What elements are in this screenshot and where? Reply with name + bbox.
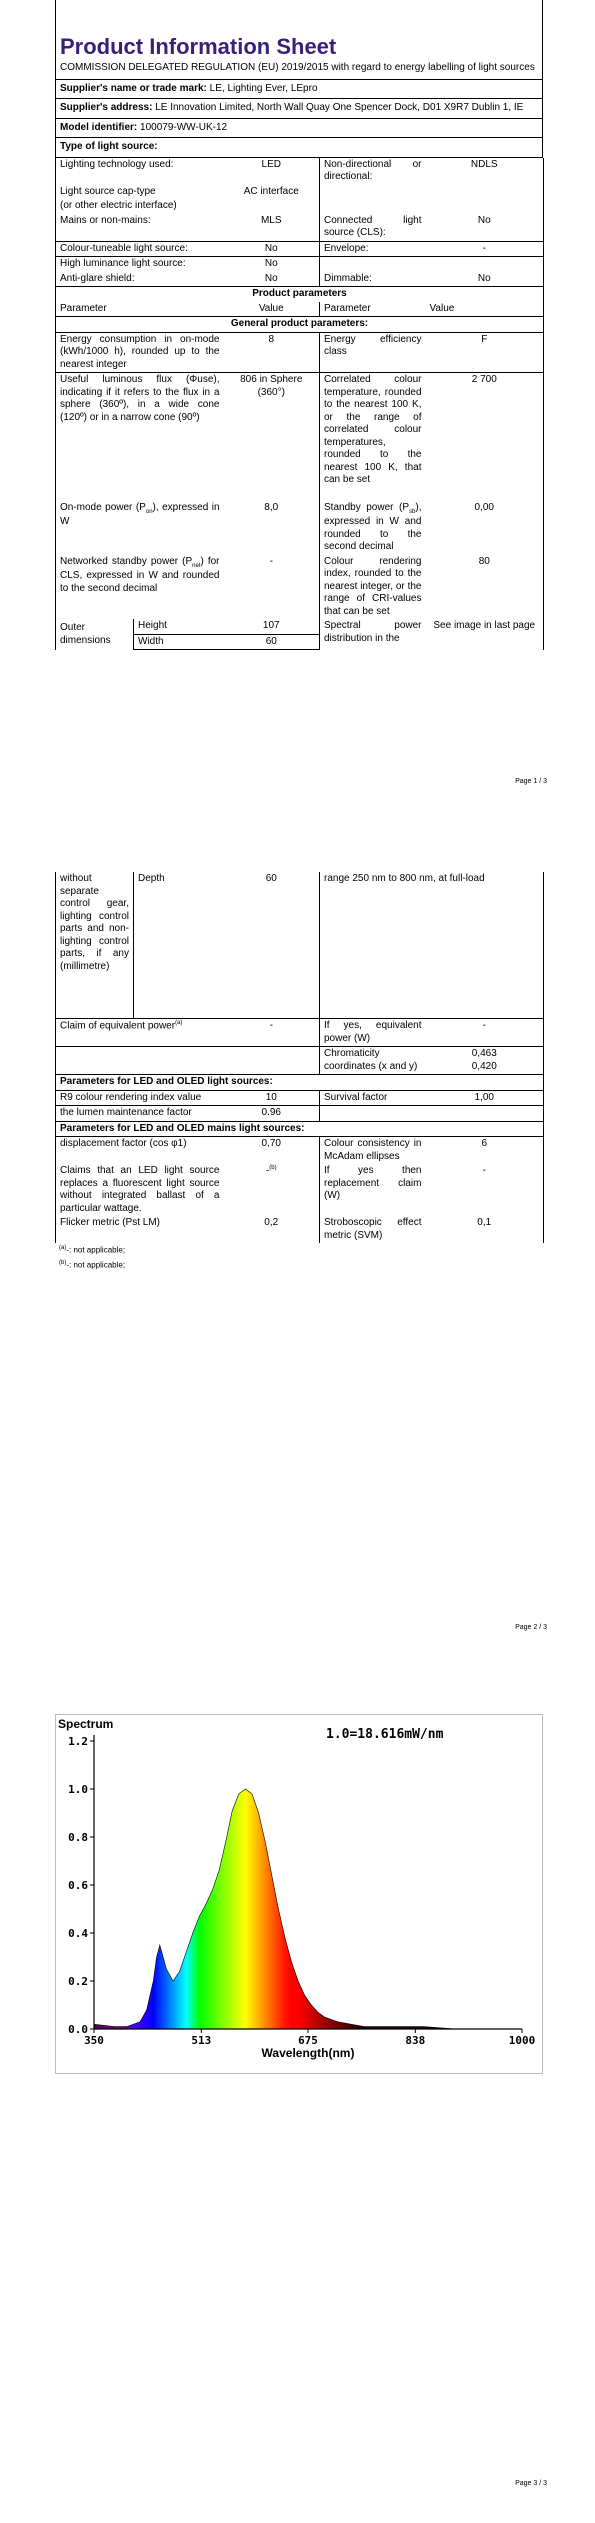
supplier-name-row bbox=[55, 79, 543, 100]
table-row bbox=[56, 302, 544, 317]
spectrum-plot bbox=[56, 1715, 542, 2073]
cell-label: Flicker metric (Pst LM) bbox=[56, 1216, 224, 1243]
y-tick-label: 0.2 bbox=[68, 1975, 88, 1988]
mains-parameters-heading: Parameters for LED and OLED mains light sources: bbox=[56, 1121, 544, 1137]
chart-title: Spectrum bbox=[58, 1717, 114, 1731]
cell-value: 1,00 bbox=[426, 1090, 544, 1106]
spectral-distribution-value: See image in last page bbox=[426, 619, 544, 650]
cell-label: Colour rendering index, rounded to the nearest integer, or the range of CRI-values that can be set bbox=[324, 555, 422, 617]
supplier-address-value: LE Innovation Limited, North Wall Quay One Spencer Dock, D01 X9R7 Dublin 1, IE bbox=[155, 102, 524, 114]
table-row bbox=[56, 199, 544, 214]
cell-label: If yes then replacement claim (W) bbox=[324, 1165, 422, 1201]
supplier-name-label: Supplier's name or trade mark: bbox=[60, 82, 207, 94]
table-row bbox=[56, 257, 544, 272]
cell-label: Colour consistency in McAdam ellipses bbox=[324, 1138, 422, 1162]
y-tick-label: 1.2 bbox=[68, 1735, 88, 1748]
cell-label: Chromaticity coordinates (x and y) bbox=[324, 1048, 418, 1072]
table-row bbox=[56, 272, 544, 287]
supplier-address-label: Supplier's address: bbox=[60, 102, 153, 114]
cell-value: 0,463 0,420 bbox=[426, 1047, 544, 1075]
cell-value: MLS bbox=[224, 214, 320, 242]
spectral-distribution-continued-label: range 250 nm to 800 nm, at full-load bbox=[320, 872, 544, 1018]
table-row bbox=[56, 317, 544, 333]
cell-label: Networked standby power $(P_{net})$ for CLS, expressed in W and rounded to the second decimal bbox=[56, 555, 224, 620]
cell-label: the lumen maintenance factor bbox=[56, 1106, 224, 1122]
cell-label: Claims that an LED light source replaces a fluorescent light source without integrated ballast of a particular wattage. bbox=[56, 1164, 224, 1216]
cell-value: 0,70 bbox=[224, 1137, 320, 1165]
spectrum-chart bbox=[55, 1714, 543, 2074]
table-row bbox=[56, 1106, 544, 1122]
footnote: $^{(a)}$-: not applicable; bbox=[59, 1245, 126, 1255]
cell-label: R9 colour rendering index value bbox=[56, 1090, 224, 1106]
page-1 bbox=[0, 0, 595, 800]
cell-value: LED bbox=[224, 158, 320, 185]
y-tick-label: 0.4 bbox=[68, 1927, 88, 1940]
cell-label: Light source cap-type bbox=[56, 185, 224, 200]
table-row bbox=[56, 1164, 544, 1216]
table-row bbox=[56, 158, 544, 185]
y-tick-label: 0.6 bbox=[68, 1879, 88, 1892]
regulation-subtitle: COMMISSION DELEGATED REGULATION (EU) 2019/2015 with regard to energy labelling of light sources bbox=[60, 62, 535, 74]
cell-value: 80 bbox=[426, 555, 544, 620]
model-identifier-label: Model identifier: bbox=[60, 121, 138, 133]
footnote: $^{(b)}$-: not applicable; bbox=[59, 1259, 126, 1270]
cell-label: Connected light source (CLS): bbox=[324, 214, 422, 239]
cell-value: 0,2 bbox=[224, 1216, 320, 1243]
outer-dimensions-label: Outer dimensions bbox=[56, 619, 134, 650]
page-3 bbox=[0, 1700, 595, 2523]
chart-annotation: 1.0=18.616mW/nm bbox=[326, 1727, 444, 1742]
cell-value: 0,1 bbox=[426, 1216, 544, 1243]
cell-label: If yes, equivalent power (W) bbox=[324, 1020, 422, 1044]
cell-value: 8 bbox=[224, 332, 320, 373]
cell-label: On-mode power $(P_{on})$, expressed in W bbox=[56, 501, 224, 555]
y-tick-label: 0.8 bbox=[68, 1831, 88, 1844]
outer-dimensions-continued-table bbox=[55, 872, 544, 1018]
cell-label: Stroboscopic effect metric (SVM) bbox=[324, 1217, 422, 1241]
table-row bbox=[56, 872, 544, 1018]
y-tick-label: 0.0 bbox=[68, 2023, 88, 2036]
cell-label: Envelope: bbox=[324, 242, 369, 254]
x-axis-label: Wavelength(nm) bbox=[261, 2046, 355, 2060]
table-row bbox=[56, 1090, 544, 1106]
cell-label: Correlated colour temperature, rounded to the nearest 100 K, or the range of correlated colour temperatures, rounded to the nearest 100 K, that can be set bbox=[324, 374, 422, 486]
supplier-name-value: LE, Lighting Ever, LEpro bbox=[209, 82, 318, 94]
general-parameters-heading: General product parameters: bbox=[56, 317, 544, 333]
page-title: Product Information Sheet bbox=[60, 34, 337, 59]
spectral-distribution-label: Spectral power distribution in the bbox=[324, 620, 422, 644]
table-row bbox=[56, 373, 544, 501]
column-header: Value bbox=[224, 302, 320, 317]
cell-label: Colour-tuneable light source: bbox=[56, 241, 224, 257]
cell-value: F bbox=[426, 332, 544, 373]
cell-label: Standby power $(P_{sb})$, expressed in W and rounded to the second decimal bbox=[324, 501, 422, 553]
x-tick-label: 838 bbox=[405, 2034, 426, 2047]
table-row bbox=[56, 287, 544, 302]
table-row bbox=[56, 241, 544, 257]
cell-value: 2 700 bbox=[426, 373, 544, 501]
cell-label: (or other electric interface) bbox=[56, 199, 224, 214]
cell-value: 8,0 bbox=[224, 501, 320, 555]
page-2-parameters-table bbox=[55, 1018, 544, 1243]
page-number: Page 2 / 3 bbox=[515, 1624, 547, 1631]
table-row bbox=[56, 214, 544, 242]
table-row bbox=[56, 501, 544, 555]
supplier-address-row bbox=[55, 99, 543, 119]
cell-value: 10 bbox=[224, 1090, 320, 1106]
cell-value: No bbox=[426, 272, 544, 287]
page-number: Page 1 / 3 bbox=[515, 778, 547, 785]
table-row bbox=[56, 1047, 544, 1075]
depth-label: Depth bbox=[134, 872, 224, 1018]
y-tick-label: 1.0 bbox=[68, 1783, 88, 1796]
cell-label: Anti-glare shield: bbox=[56, 272, 224, 287]
width-value: 60 bbox=[224, 634, 320, 650]
x-tick-label: 1000 bbox=[508, 2034, 536, 2047]
cell-value: - bbox=[426, 1019, 544, 1047]
cell-label: displacement factor (cos φ1) bbox=[56, 1137, 224, 1165]
table-row bbox=[56, 619, 544, 634]
cell-value: AC interface bbox=[224, 185, 320, 200]
column-header: Parameter bbox=[56, 302, 224, 317]
light-source-type-table bbox=[55, 158, 544, 620]
product-parameters-heading: Product parameters bbox=[56, 287, 544, 302]
cell-value: -$^{(b)}$ bbox=[224, 1164, 320, 1216]
outer-dimensions-table bbox=[55, 619, 544, 650]
led-parameters-heading: Parameters for LED and OLED light sources: bbox=[56, 1075, 544, 1091]
cell-label: Dimmable: bbox=[324, 272, 372, 284]
table-row bbox=[56, 185, 544, 200]
cell-value: No bbox=[224, 272, 320, 287]
cell-value: 0.96 bbox=[224, 1106, 320, 1122]
cell-value: - bbox=[224, 555, 320, 620]
page-number: Page 3 / 3 bbox=[515, 2480, 547, 2487]
cell-label: Useful luminous flux (Φuse), indicating if it refers to the flux in a sphere (360º), in a wide cone (120º) or in a narrow cone (90º) bbox=[56, 373, 224, 501]
table-row bbox=[56, 1121, 544, 1137]
cell-value: - bbox=[426, 1164, 544, 1216]
x-tick-label: 513 bbox=[191, 2034, 212, 2047]
x-tick-label: 675 bbox=[298, 2034, 318, 2047]
height-value: 107 bbox=[224, 619, 320, 634]
cell-value: 806 in Sphere (360°) bbox=[224, 373, 320, 501]
x-tick-label: 350 bbox=[84, 2034, 104, 2047]
page-2 bbox=[0, 872, 595, 1672]
cell-label: High luminance light source: bbox=[56, 257, 224, 272]
cell-label: Claim of equivalent power$^{(a)}$ bbox=[56, 1019, 224, 1047]
outer-dimensions-continued-label: without separate control gear, lighting control parts and non-lighting control parts, if any (millimetre) bbox=[56, 872, 134, 1018]
cell-label: Mains or non-mains: bbox=[56, 214, 224, 242]
model-identifier-row bbox=[55, 119, 543, 139]
cell-value: No bbox=[426, 214, 544, 242]
height-label: Height bbox=[134, 619, 224, 634]
cell-value: - bbox=[426, 241, 544, 257]
cell-label: Lighting technology used: bbox=[56, 158, 224, 185]
cell-label: Energy efficiency class bbox=[324, 333, 422, 358]
cell-value: No bbox=[224, 257, 320, 272]
cell-value: 0,00 bbox=[426, 501, 544, 555]
cell-label: Survival factor bbox=[324, 1091, 388, 1103]
sheet-page-1 bbox=[55, 0, 543, 650]
cell-label: Non-directional or directional: bbox=[324, 158, 422, 183]
depth-value: 60 bbox=[224, 872, 320, 1018]
column-header: Parameter bbox=[324, 302, 371, 314]
cell-value: 6 bbox=[426, 1137, 544, 1165]
cell-label: Energy consumption in on-mode (kWh/1000 h), rounded up to the nearest integer bbox=[56, 332, 224, 373]
table-row bbox=[56, 1075, 544, 1091]
column-header: Value bbox=[426, 302, 544, 317]
type-of-light-source-heading: Type of light source: bbox=[55, 138, 543, 158]
table-row bbox=[56, 1137, 544, 1165]
table-row bbox=[56, 1019, 544, 1047]
spectrum-area bbox=[94, 1789, 522, 2029]
sheet-page-2 bbox=[55, 872, 543, 1272]
model-identifier-value: 100079-WW-UK-12 bbox=[140, 121, 228, 133]
table-row bbox=[56, 1216, 544, 1243]
width-label: Width bbox=[134, 634, 224, 650]
cell-value: NDLS bbox=[426, 158, 544, 185]
cell-value: - bbox=[224, 1019, 320, 1047]
cell-value: No bbox=[224, 241, 320, 257]
table-row bbox=[56, 332, 544, 373]
table-row bbox=[56, 555, 544, 620]
